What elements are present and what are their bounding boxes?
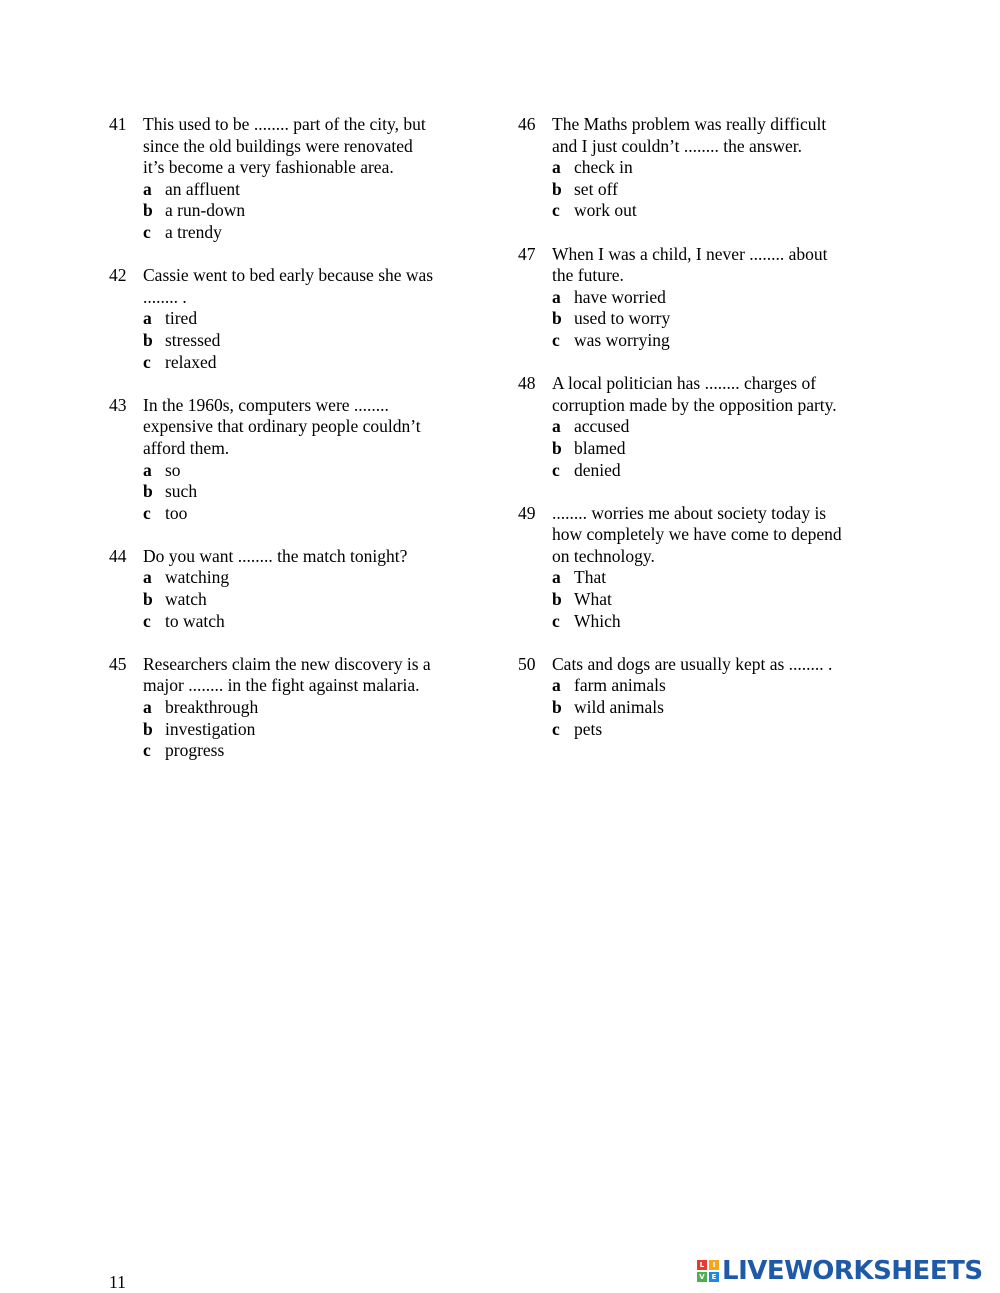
option-text: work out xyxy=(574,200,637,221)
option-text: wild animals xyxy=(574,697,664,718)
question-text: major ........ in the fight against malaria. xyxy=(143,675,420,696)
answer-option-c[interactable] xyxy=(518,719,898,741)
right-question-column xyxy=(518,114,898,762)
question-line xyxy=(518,244,898,266)
left-question-column xyxy=(109,114,489,783)
question-line xyxy=(518,503,898,525)
logo-block: E xyxy=(709,1272,719,1282)
option-letter: a xyxy=(143,697,152,718)
question-text: corruption made by the opposition party. xyxy=(552,394,837,415)
question-line xyxy=(109,136,489,158)
question-number: 48 xyxy=(518,373,536,394)
question-text: how completely we have come to depend xyxy=(552,524,842,545)
answer-option-a[interactable] xyxy=(518,675,898,697)
question-text: Cats and dogs are usually kept as ........ . xyxy=(552,653,833,674)
option-text: accused xyxy=(574,416,630,437)
question-text: the future. xyxy=(552,265,624,286)
question-number: 46 xyxy=(518,114,536,134)
option-letter: a xyxy=(552,157,561,178)
answer-option-b[interactable] xyxy=(518,589,898,611)
option-text: progress xyxy=(165,740,225,761)
answer-option-c[interactable] xyxy=(518,611,898,633)
question-text: on technology. xyxy=(552,545,655,566)
option-text: set off xyxy=(574,178,618,199)
question-line xyxy=(109,114,489,136)
option-letter: a xyxy=(552,675,561,696)
option-letter: c xyxy=(552,718,560,739)
question-line xyxy=(109,438,489,460)
question-text: since the old buildings were renovated xyxy=(143,135,413,156)
option-letter: c xyxy=(143,221,151,242)
answer-option-a[interactable] xyxy=(109,567,489,589)
option-text: Which xyxy=(574,610,621,631)
question-number: 47 xyxy=(518,243,536,264)
option-text: That xyxy=(574,567,607,588)
question-line xyxy=(518,524,898,546)
page-number: 11 xyxy=(109,1272,126,1292)
logo-block: I xyxy=(709,1260,719,1270)
option-text: used to worry xyxy=(574,308,671,329)
question-text: it’s become a very fashionable area. xyxy=(143,157,394,178)
option-letter: b xyxy=(143,329,153,350)
question-text: Researchers claim the new discovery is a xyxy=(143,653,431,674)
option-letter: c xyxy=(143,502,151,523)
brand-name: LIVEWORKSHEETS xyxy=(722,1256,983,1286)
answer-option-c[interactable] xyxy=(109,611,489,633)
option-letter: a xyxy=(552,416,561,437)
option-text: too xyxy=(165,502,188,523)
answer-option-a[interactable] xyxy=(518,416,898,438)
option-text: to watch xyxy=(165,610,225,631)
question-text: Cassie went to bed early because she was xyxy=(143,265,434,286)
answer-option-c[interactable] xyxy=(109,352,489,374)
answer-option-c[interactable] xyxy=(518,330,898,352)
option-letter: c xyxy=(143,351,151,372)
answer-option-a[interactable] xyxy=(109,460,489,482)
option-letter: a xyxy=(143,178,152,199)
answer-option-a[interactable] xyxy=(109,308,489,330)
option-letter: a xyxy=(143,308,152,329)
option-text: investigation xyxy=(165,718,256,739)
question-line xyxy=(109,675,489,697)
question-text: When I was a child, I never ........ about xyxy=(552,243,828,264)
answer-option-b[interactable] xyxy=(518,308,898,330)
answer-option-a[interactable] xyxy=(518,287,898,309)
question-line xyxy=(518,114,898,136)
question-number: 49 xyxy=(518,502,536,523)
question-text: expensive that ordinary people couldn’t xyxy=(143,416,421,437)
option-letter: b xyxy=(143,718,153,739)
question-44 xyxy=(109,546,489,632)
question-50 xyxy=(518,654,898,740)
question-line xyxy=(518,136,898,158)
question-text: ........ . xyxy=(143,286,187,307)
option-text: relaxed xyxy=(165,351,217,372)
option-letter: b xyxy=(552,178,562,199)
question-number: 50 xyxy=(518,653,536,674)
option-text: a run-down xyxy=(165,200,246,221)
option-letter: b xyxy=(552,697,562,718)
option-text: a trendy xyxy=(165,221,222,242)
option-text: stressed xyxy=(165,329,221,350)
question-text: and I just couldn’t ........ the answer. xyxy=(552,135,802,156)
option-text: so xyxy=(165,459,181,480)
option-text: blamed xyxy=(574,437,626,458)
question-line xyxy=(109,287,489,309)
answer-option-c[interactable] xyxy=(109,222,489,244)
option-letter: a xyxy=(552,286,561,307)
option-text: have worried xyxy=(574,286,666,307)
option-letter: b xyxy=(143,481,153,502)
question-text: This used to be ........ part of the city, but xyxy=(143,114,426,134)
option-letter: b xyxy=(143,589,153,610)
answer-option-c[interactable] xyxy=(109,503,489,525)
question-line xyxy=(109,416,489,438)
answer-option-c[interactable] xyxy=(109,740,489,762)
question-line xyxy=(518,395,898,417)
option-letter: b xyxy=(552,589,562,610)
option-letter: c xyxy=(143,740,151,761)
question-41 xyxy=(109,114,489,244)
option-text: What xyxy=(574,589,612,610)
option-text: breakthrough xyxy=(165,697,259,718)
question-49 xyxy=(518,503,898,633)
question-line xyxy=(109,157,489,179)
answer-option-b[interactable] xyxy=(109,589,489,611)
option-letter: a xyxy=(143,567,152,588)
option-letter: c xyxy=(552,459,560,480)
logo-block: V xyxy=(697,1272,707,1282)
answer-option-a[interactable] xyxy=(518,567,898,589)
question-line xyxy=(109,265,489,287)
question-48 xyxy=(518,373,898,481)
answer-option-b[interactable] xyxy=(109,200,489,222)
option-text: watch xyxy=(165,589,207,610)
question-46 xyxy=(518,114,898,222)
option-text: such xyxy=(165,481,198,502)
question-line xyxy=(109,546,489,568)
question-number: 45 xyxy=(109,653,127,674)
question-number: 42 xyxy=(109,265,127,286)
question-text: A local politician has ........ charges of xyxy=(552,373,817,394)
option-letter: c xyxy=(552,329,560,350)
option-letter: c xyxy=(552,200,560,221)
option-text: tired xyxy=(165,308,198,329)
question-line xyxy=(109,654,489,676)
option-text: watching xyxy=(165,567,230,588)
answer-option-b[interactable] xyxy=(518,179,898,201)
option-text: denied xyxy=(574,459,621,480)
answer-option-b[interactable] xyxy=(109,719,489,741)
question-text: afford them. xyxy=(143,437,230,458)
answer-option-a[interactable] xyxy=(518,157,898,179)
liveworksheets-logo-icon xyxy=(697,1260,719,1282)
answer-option-a[interactable] xyxy=(109,179,489,201)
answer-option-a[interactable] xyxy=(109,697,489,719)
option-letter: c xyxy=(552,610,560,631)
question-number: 43 xyxy=(109,394,127,415)
question-42 xyxy=(109,265,489,373)
question-47 xyxy=(518,244,898,352)
option-text: an affluent xyxy=(165,178,240,199)
question-line xyxy=(109,395,489,417)
option-letter: a xyxy=(552,567,561,588)
option-letter: a xyxy=(143,459,152,480)
question-45 xyxy=(109,654,489,762)
question-text: In the 1960s, computers were ........ xyxy=(143,394,389,415)
answer-option-b[interactable] xyxy=(518,438,898,460)
question-line xyxy=(518,546,898,568)
question-43 xyxy=(109,395,489,525)
option-text: check in xyxy=(574,157,633,178)
option-letter: b xyxy=(552,308,562,329)
answer-option-b[interactable] xyxy=(518,697,898,719)
answer-option-b[interactable] xyxy=(109,330,489,352)
answer-option-c[interactable] xyxy=(518,200,898,222)
option-text: farm animals xyxy=(574,675,666,696)
question-number: 41 xyxy=(109,114,127,134)
answer-option-c[interactable] xyxy=(518,460,898,482)
question-text: ........ worries me about society today is xyxy=(552,502,827,523)
option-text: pets xyxy=(574,718,603,739)
question-text: The Maths problem was really difficult xyxy=(552,114,827,134)
question-number: 44 xyxy=(109,545,127,566)
option-letter: b xyxy=(552,437,562,458)
question-line xyxy=(518,654,898,676)
option-letter: b xyxy=(143,200,153,221)
question-line xyxy=(518,373,898,395)
liveworksheets-brand[interactable] xyxy=(697,1256,983,1286)
logo-block: L xyxy=(697,1260,707,1270)
option-letter: c xyxy=(143,610,151,631)
option-text: was worrying xyxy=(574,329,670,350)
answer-option-b[interactable] xyxy=(109,481,489,503)
question-text: Do you want ........ the match tonight? xyxy=(143,545,408,566)
question-line xyxy=(518,265,898,287)
